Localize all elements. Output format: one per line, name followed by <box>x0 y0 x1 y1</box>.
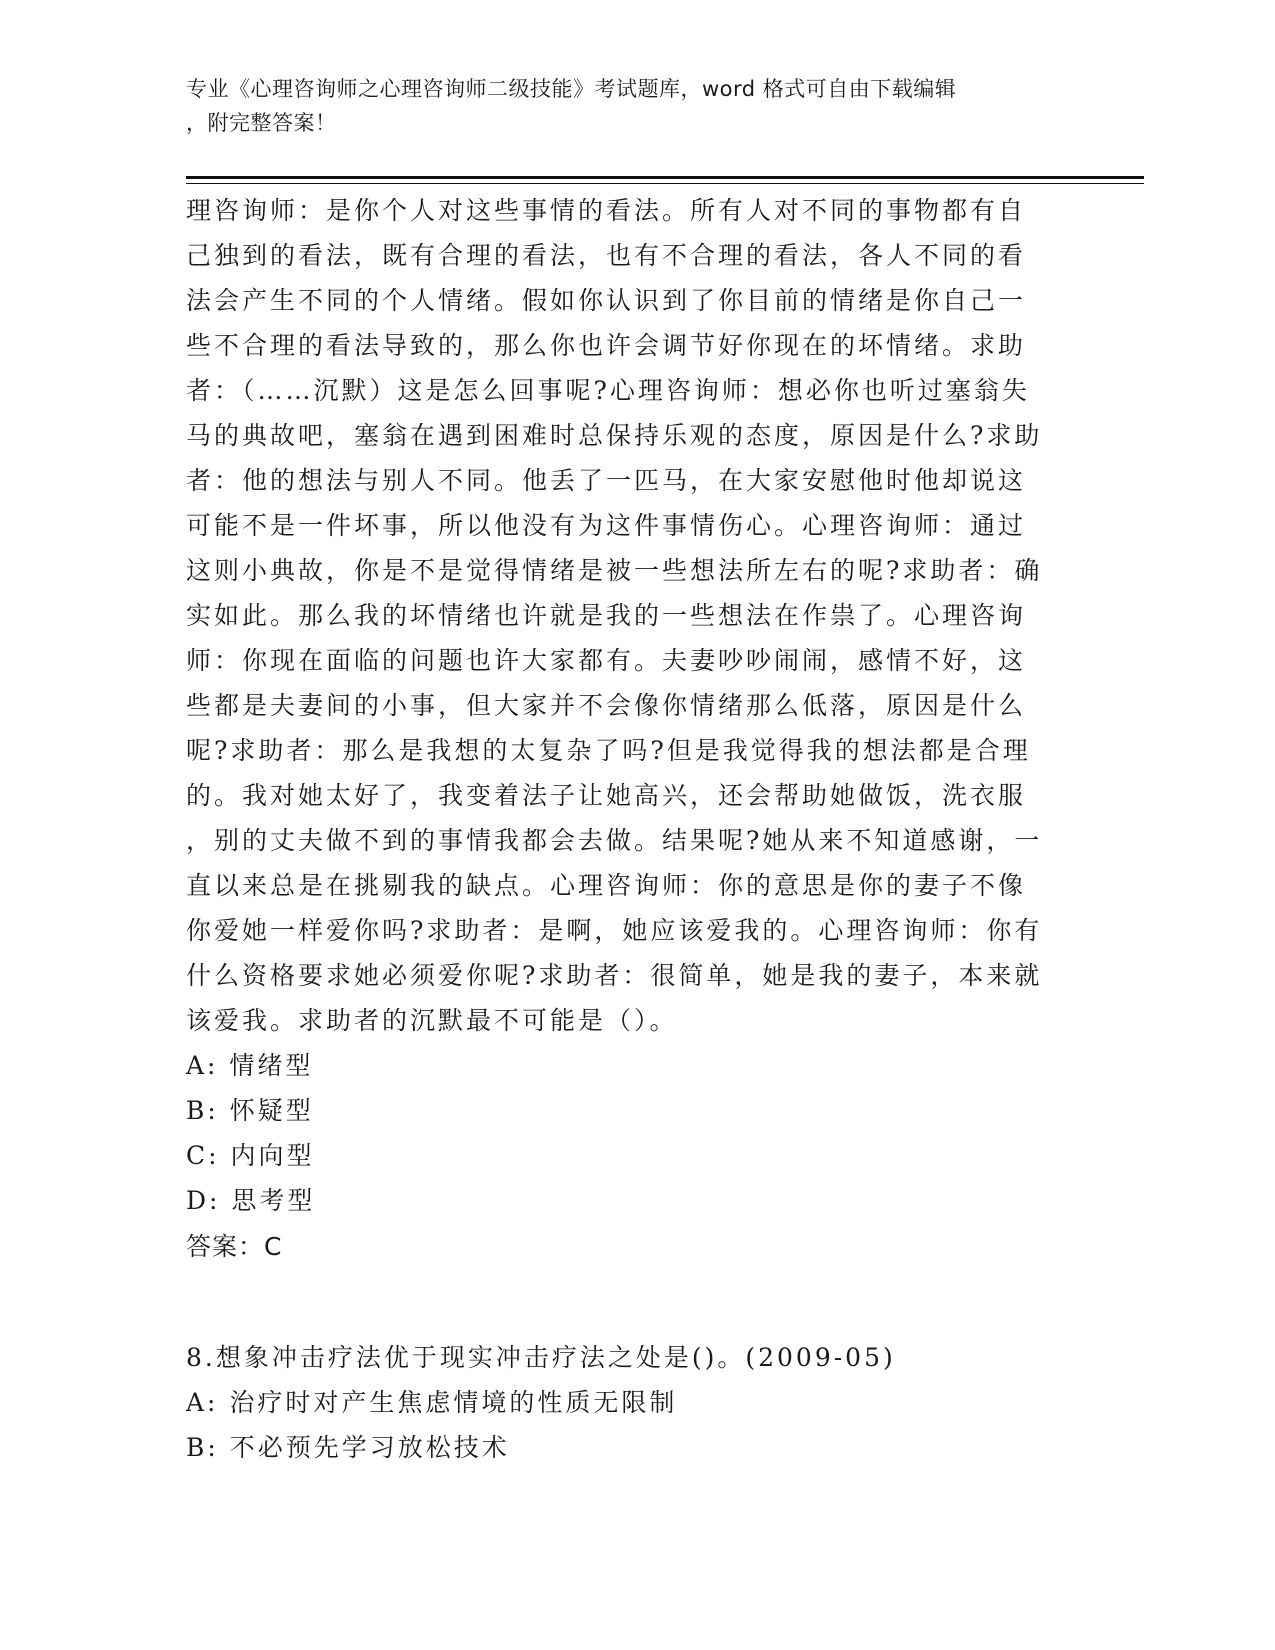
question-7 <box>186 188 1106 1269</box>
question-8-stem: 8.想象冲击疗法优于现实冲击疗法之处是()。(2009-05) <box>186 1343 896 1372</box>
passage-line: 实如此。那么我的坏情绪也许就是我的一些想法在作祟了。心理咨询 <box>186 601 1027 630</box>
passage-line: 该爱我。求助者的沉默最不可能是（）。 <box>186 1006 678 1035</box>
passage-line: 法会产生不同的个人情绪。假如你认识到了你目前的情绪是你自己一 <box>186 286 1027 315</box>
passage-line: 些都是夫妻间的小事，但大家并不会像你情绪那么低落，原因是什么 <box>186 691 1027 720</box>
option-b: B: 怀疑型 <box>186 1096 314 1125</box>
option-d: D: 思考型 <box>186 1186 316 1215</box>
passage-line: 这则小典故，你是不是觉得情绪是被一些想法所左右的呢?求助者：确 <box>186 556 1043 585</box>
header-line-1: 专业《心理咨询师之心理咨询师二级技能》考试题库，word 格式可自由下载编辑 <box>186 77 957 101</box>
document-header <box>186 72 1066 140</box>
passage-line: 直以来总是在挑剔我的缺点。心理咨询师：你的意思是你的妻子不像 <box>186 871 1027 900</box>
header-line-2: ，附完整答案！ <box>186 111 337 135</box>
question-7-passage <box>186 188 1106 1043</box>
passage-line: 的。我对她太好了，我变着法子让她高兴，还会帮助她做饭，洗衣服 <box>186 781 1027 810</box>
option-c: C: 内向型 <box>186 1141 315 1170</box>
option-b: B: 不必预先学习放松技术 <box>186 1433 510 1462</box>
question-spacer <box>186 1269 1106 1335</box>
passage-line: 者：（……沉默）这是怎么回事呢?心理咨询师：想必你也听过塞翁失 <box>186 376 1030 405</box>
answer-label: 答案：C <box>186 1232 283 1261</box>
document-body <box>186 188 1106 1470</box>
option-a: A: 情绪型 <box>186 1051 314 1080</box>
passage-line: 些不合理的看法导致的，那么你也许会调节好你现在的坏情绪。求助 <box>186 331 1027 360</box>
passage-line: 马的典故吧，塞翁在遇到困难时总保持乐观的态度，原因是什么?求助 <box>186 421 1043 450</box>
passage-line: 可能不是一件坏事，所以他没有为这件事情伤心。心理咨询师：通过 <box>186 511 1027 540</box>
option-a: A: 治疗时对产生焦虑情境的性质无限制 <box>186 1388 678 1417</box>
passage-line: 理咨询师：是你个人对这些事情的看法。所有人对不同的事物都有自 <box>186 196 1027 225</box>
header-divider-thin <box>186 183 1144 184</box>
question-8 <box>186 1335 1106 1470</box>
passage-line: 者：他的想法与别人不同。他丢了一匹马，在大家安慰他时他却说这 <box>186 466 1027 495</box>
passage-line: 你爱她一样爱你吗?求助者：是啊，她应该爱我的。心理咨询师：你有 <box>186 916 1043 945</box>
passage-line: ，别的丈夫做不到的事情我都会去做。结果呢?她从来不知道感谢，一 <box>186 826 1043 855</box>
passage-line: 呢?求助者：那么是我想的太复杂了吗?但是我觉得我的想法都是合理 <box>186 736 1031 765</box>
header-divider-thick <box>186 176 1144 179</box>
passage-line: 己独到的看法，既有合理的看法，也有不合理的看法，各人不同的看 <box>186 241 1027 270</box>
passage-line: 什么资格要求她必须爱你呢?求助者：很简单，她是我的妻子，本来就 <box>186 961 1043 990</box>
passage-line: 师：你现在面临的问题也许大家都有。夫妻吵吵闹闹，感情不好，这 <box>186 646 1027 675</box>
question-7-options <box>186 1043 1106 1223</box>
